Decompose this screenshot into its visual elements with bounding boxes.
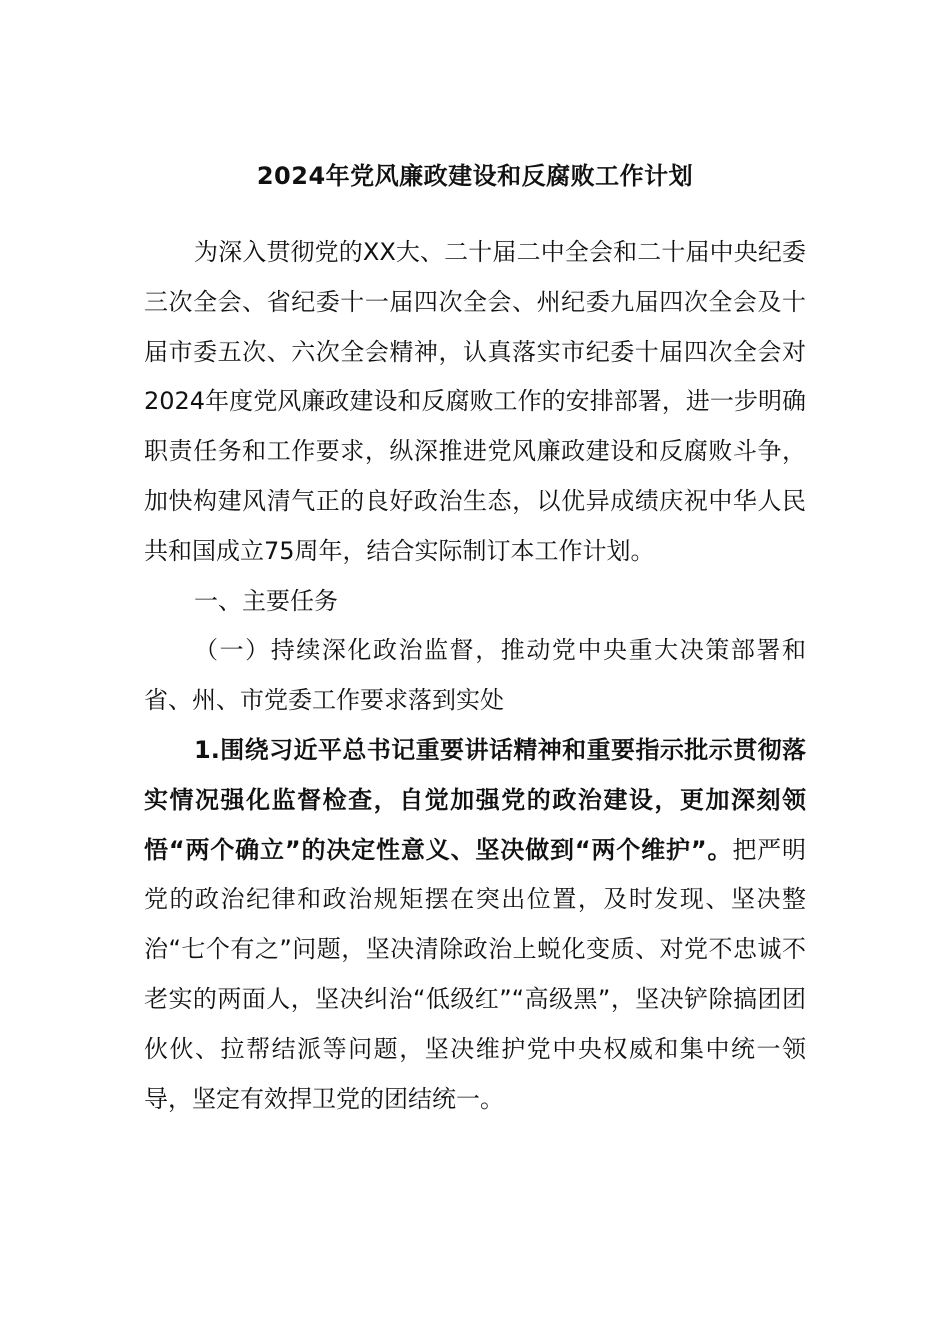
document-title: 2024年党风廉政建设和反腐败工作计划 (256, 162, 694, 190)
item-1-paragraph (144, 726, 806, 1124)
item-1-body: 把严明党的政治纪律和政治规矩摆在突出位置，及时发现、坚决整治“七个有之”问题，坚决清除政治上蜕化变质、对党不忠诚不老实的两面人，坚决纠治“低级红”“高级黑”，坚决铲除搞团团伙伙、拉帮结派等问题，坚决维护党中央权威和集中统一领导，坚定有效捍卫党的团结统一。 (144, 835, 807, 1113)
subsection-heading: （一）持续深化政治监督，推动党中央重大决策部署和省、州、市党委工作要求落到实处 (144, 636, 806, 715)
section-heading: 一、主要任务 (194, 586, 338, 615)
item-1-bold-lead: 1.围绕习近平总书记重要讲话精神和重要指示批示贯彻落实情况强化监督检查，自觉加强党的政治建设，更加深刻领悟“两个确立”的决定性意义、坚决做到“两个维护”。 (144, 735, 806, 864)
intro-paragraph: 为深入贯彻党的XX大、二十届二中全会和二十届中央纪委三次全会、省纪委十一届四次全会、州纪委九届四次全会及十届市委五次、六次全会精神，认真落实市纪委十届四次全会对2024年度党风廉政建设和反腐败工作的安排部署，进一步明确职责任务和工作要求，纵深推进党风廉政建设和反腐败斗争，加快构建风清气正的良好政治生态，以优异成绩庆祝中华人民共和国成立75周年，结合实际制订本工作计划。 (144, 238, 806, 565)
document-body (144, 228, 806, 1124)
